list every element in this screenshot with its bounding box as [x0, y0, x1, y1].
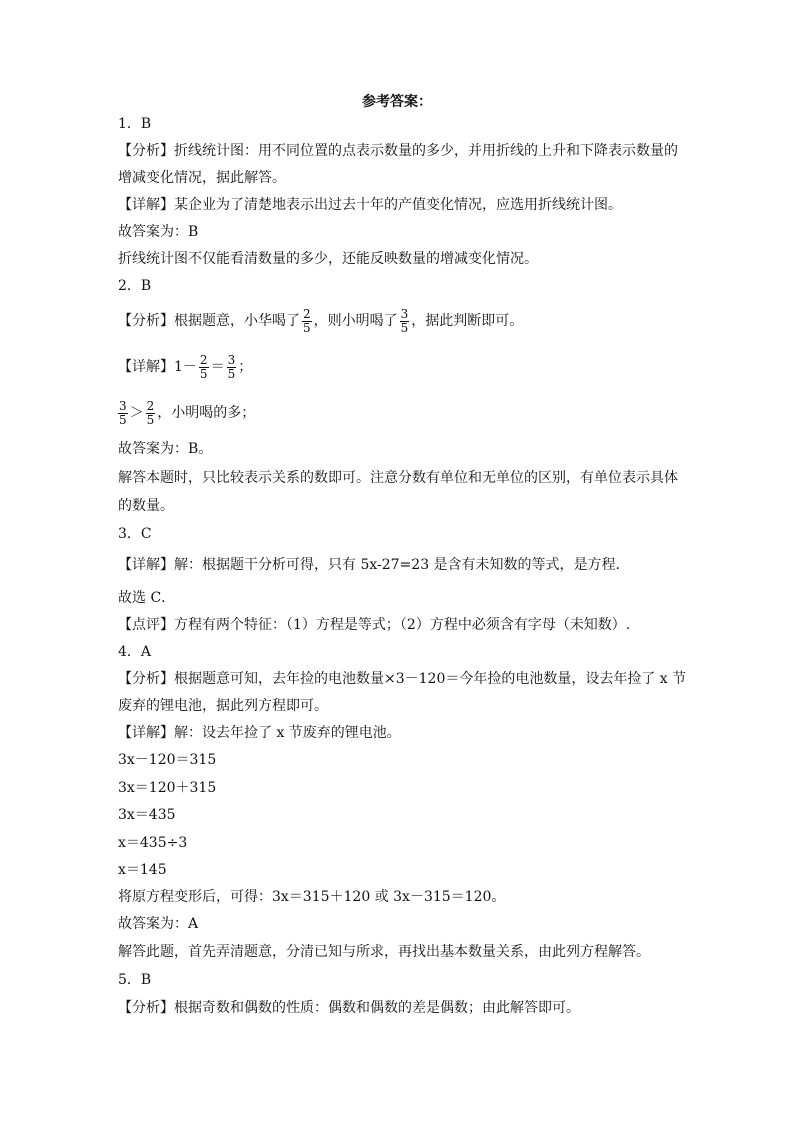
- q4-step: x＝145: [118, 862, 167, 878]
- q2-detail-text-start: 【详解】1－: [118, 359, 197, 375]
- fraction-three-fifths: [118, 400, 128, 427]
- q2-analysis-text-start: 【分析】根据题意，小华喝了: [118, 313, 300, 329]
- fraction-numerator: 2: [303, 306, 311, 321]
- q5-analysis: 【分析】根据奇数和偶数的性质：偶数和偶数的差是偶数；由此解答即可。: [118, 1000, 580, 1016]
- q2-note-line2: 的数量。: [118, 498, 174, 514]
- q4-number: 4．A: [118, 644, 152, 660]
- q2-analysis-text-end: ，据此判断即可。: [411, 313, 524, 329]
- q2-number: 2．B: [118, 278, 152, 294]
- fraction-two-fifths: [146, 400, 156, 427]
- fraction-numerator: 3: [400, 306, 409, 321]
- q1-number: 1．B: [118, 116, 152, 132]
- fraction-two-fifths: [302, 308, 312, 335]
- q2-detail-end: ；: [238, 359, 253, 375]
- fraction-denominator: 5: [227, 366, 236, 381]
- fraction-denominator: 5: [199, 366, 208, 381]
- q4-note: 解答此题，首先弄清题意，分清已知与所求，再找出基本数量关系，由此列方程解答。: [118, 944, 650, 960]
- q1-analysis-line1: 【分析】折线统计图：用不同位置的点表示数量的多少，并用折线的上升和下降表示数量的: [118, 143, 678, 159]
- q3-comment: 【点评】方程有两个特征：（1）方程是等式；（2）方程中必须含有字母（未知数）.: [118, 617, 631, 633]
- page-title: 参考答案：: [362, 94, 432, 110]
- q2-compare-text: ，小明喝的多；: [157, 405, 256, 421]
- q2-detail: [118, 352, 678, 382]
- q4-step: 3x＝120＋315: [118, 780, 217, 796]
- q5-number: 5．B: [118, 972, 152, 988]
- fraction-denominator: 5: [146, 412, 155, 427]
- q4-analysis-line2: 废弃的锂电池，据此列方程即可。: [118, 698, 328, 714]
- q2-note-line1: 解答本题时，只比较表示关系的数即可。注意分数有单位和无单位的区别，有单位表示具体: [118, 470, 678, 486]
- equals-sign: ＝: [210, 359, 225, 375]
- q3-answer: 故选 C．: [118, 590, 176, 606]
- greater-than-sign: ＞: [129, 405, 144, 421]
- fraction-two-fifths: [199, 354, 209, 381]
- q3-number: 3．C: [118, 526, 152, 542]
- q2-answer: 故答案为：B。: [118, 441, 213, 457]
- q4-answer: 故答案为：A: [118, 916, 199, 932]
- fraction-denominator: 5: [303, 320, 311, 335]
- q4-transform: 将原方程变形后，可得：3x＝315＋120 或 3x－315＝120。: [118, 889, 506, 905]
- q1-answer: 故答案为：B: [118, 224, 199, 240]
- q4-analysis-line1: 【分析】根据题意可知，去年捡的电池数量×3－120＝今年捡的电池数量，设去年捡了 x 节: [118, 671, 687, 687]
- fraction-three-fifths: [227, 354, 237, 381]
- q4-step: x＝435÷3: [118, 835, 188, 851]
- q1-detail: 【详解】某企业为了清楚地表示出过去十年的产值变化情况，应选用折线统计图。: [118, 197, 622, 213]
- q1-note: 折线统计图不仅能看清数量的多少，还能反映数量的增减变化情况。: [118, 251, 538, 267]
- fraction-three-fifths: [400, 308, 410, 335]
- fraction-numerator: 2: [146, 398, 155, 413]
- q4-detail: 【详解】解：设去年捡了 x 节废弃的锂电池。: [118, 725, 401, 741]
- q2-analysis: [118, 306, 678, 336]
- q2-compare: [118, 398, 678, 428]
- q3-detail: 【详解】解：根据题干分析可得，只有 5x-27=23 是含有未知数的等式，是方程．: [118, 557, 630, 573]
- q2-analysis-text-mid: ，则小明喝了: [313, 313, 398, 329]
- q4-step: 3x＝435: [118, 807, 176, 823]
- q1-analysis-line2: 增减变化情况，据此解答。: [118, 170, 286, 186]
- fraction-denominator: 5: [119, 412, 127, 427]
- fraction-denominator: 5: [400, 320, 409, 335]
- q4-step: 3x－120＝315: [118, 752, 217, 768]
- fraction-numerator: 3: [119, 398, 127, 413]
- fraction-numerator: 2: [199, 352, 208, 367]
- fraction-numerator: 3: [227, 352, 236, 367]
